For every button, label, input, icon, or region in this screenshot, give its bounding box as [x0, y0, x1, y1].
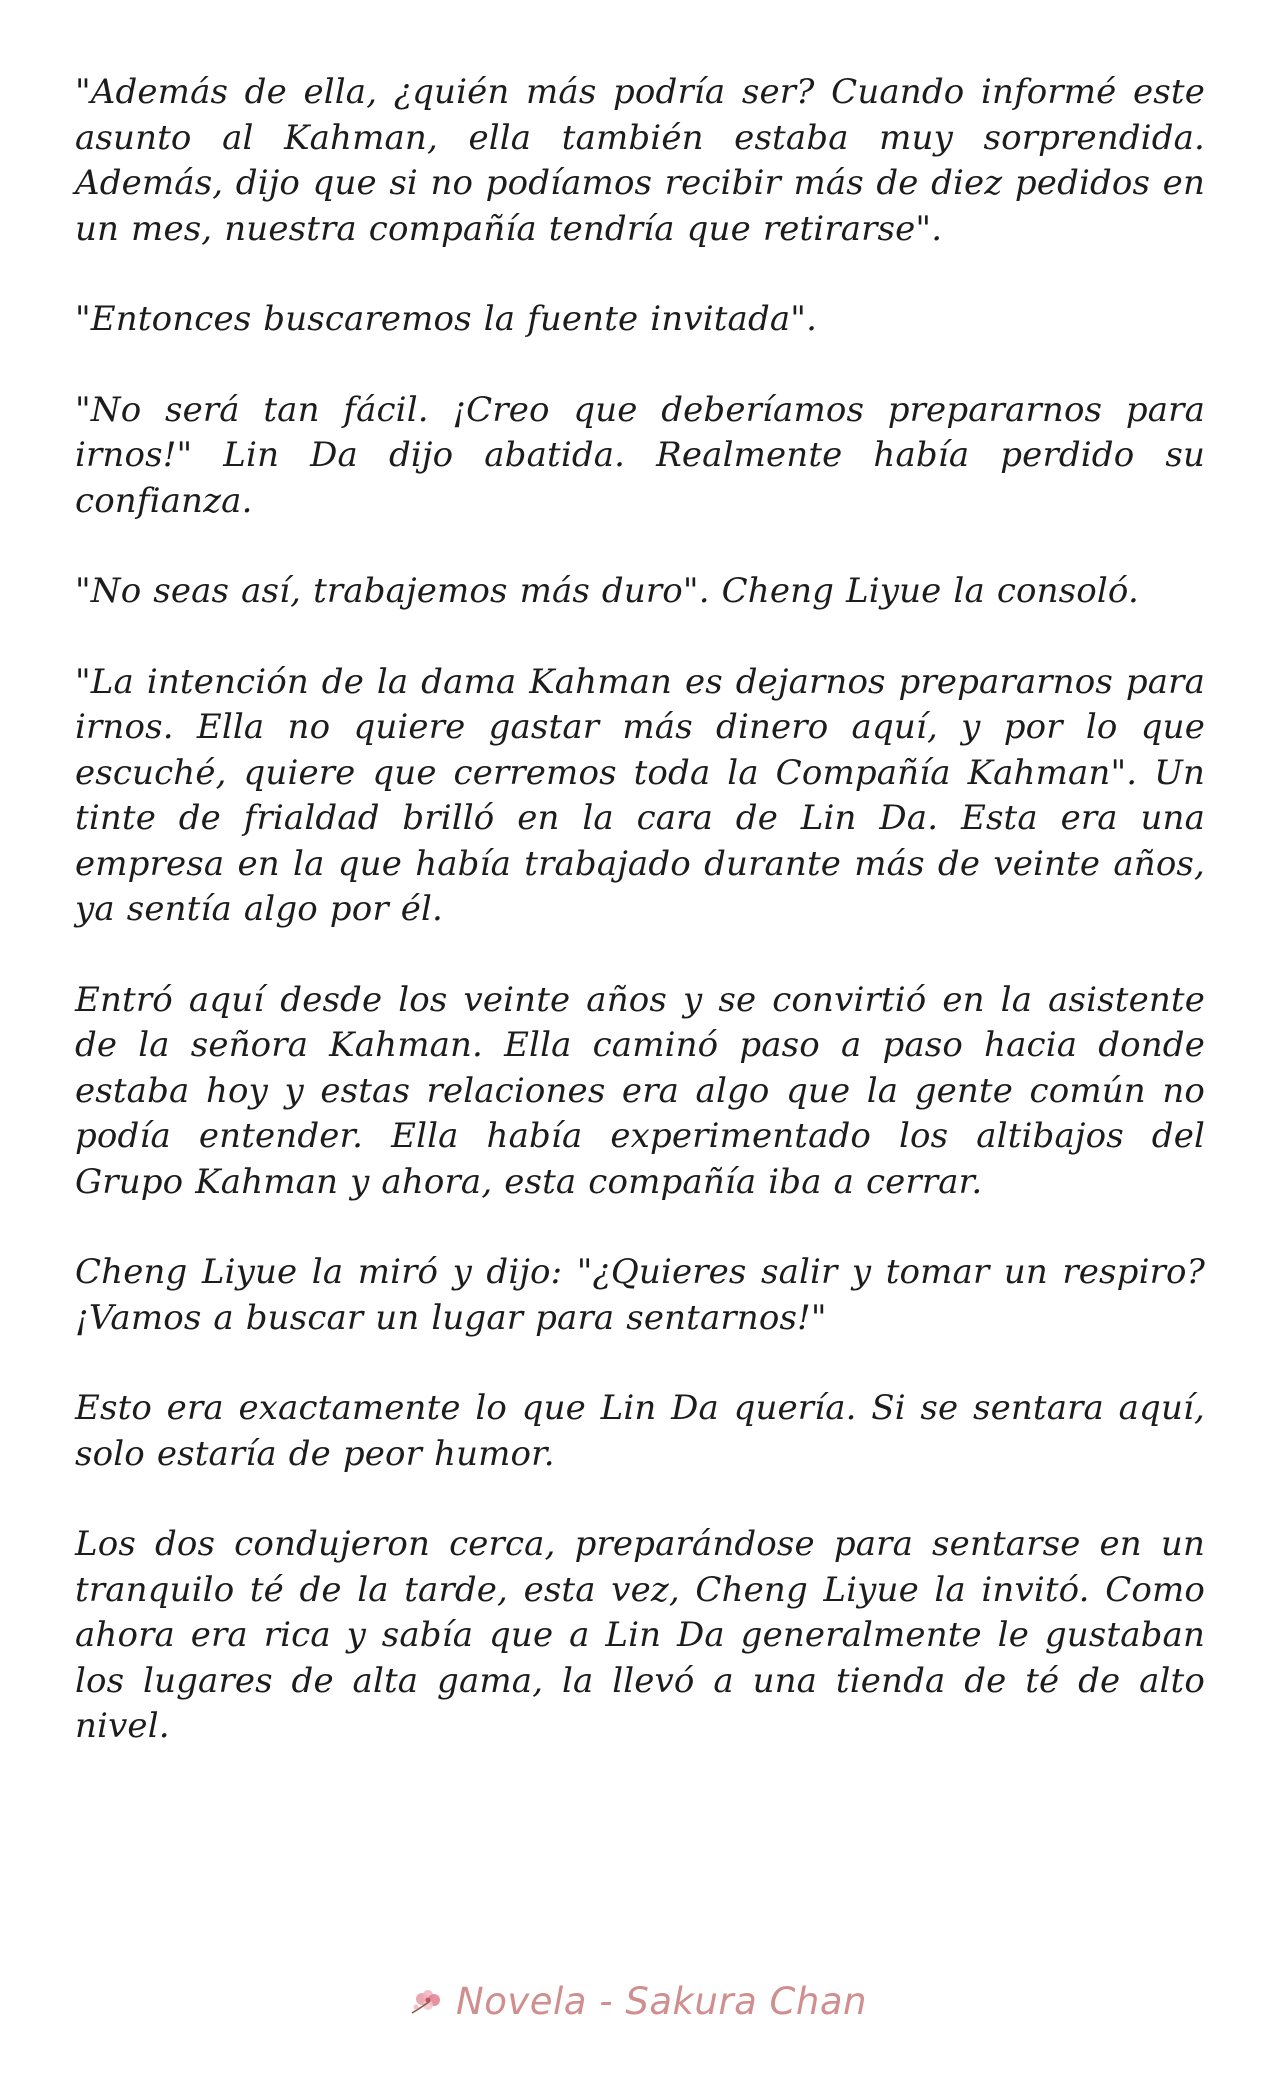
paragraph-8: Esto era exactamente lo que Lin Da quería. Si se sentara aquí, solo estaría de peor humor. — [75, 1388, 1205, 1474]
document-body — [75, 70, 1205, 1795]
paragraph-1: "Además de ella, ¿quién más podría ser? Cuando informé este asunto al Kahman, ella también estaba muy sorprendida. Además, dijo que si no podíamos recibir más de diez pedidos en un mes, nuestra compañía tendría que retirarse". — [75, 72, 1205, 249]
paragraph-5: "La intención de la dama Kahman es dejarnos prepararnos para irnos. Ella no quiere gastar más dinero aquí, y por lo que escuché, quiere que cerremos toda la Compañía Kahman". Un tinte de frialdad brilló en la cara de Lin Da. Esta era una empresa en la que había trabajado durante más de veinte años, ya sentía algo por él. — [75, 661, 1205, 929]
paragraph-7: Cheng Liyue la miró y dijo: "¿Quieres salir y tomar un respiro? ¡Vamos a buscar un lugar para sentarnos!" — [75, 1252, 1205, 1338]
sakura-blossom-icon — [408, 1987, 448, 2017]
watermark-footer — [0, 1980, 1275, 2023]
watermark-text: Novela - Sakura Chan — [456, 1980, 867, 2023]
paragraph-2: "Entonces buscaremos la fuente invitada". — [75, 299, 818, 339]
paragraph-4: "No seas así, trabajemos más duro". Cheng Liyue la consoló. — [75, 571, 1139, 611]
paragraph-3: "No será tan fácil. ¡Creo que deberíamos prepararnos para irnos!" Lin Da dijo abatida. Realmente había perdido su confianza. — [75, 389, 1205, 521]
paragraph-6: Entró aquí desde los veinte años y se convirtió en la asistente de la señora Kahman. Ella caminó paso a paso hacia donde estaba hoy y estas relaciones era algo que la gente común no podía entender. Ella había experimentado los altibajos del Grupo Kahman y ahora, esta compañía iba a cerrar. — [75, 979, 1205, 1202]
paragraph-9: Los dos condujeron cerca, preparándose para sentarse en un tranquilo té de la tarde, esta vez, Cheng Liyue la invitó. Como ahora era rica y sabía que a Lin Da generalmente le gustaban los lugares de alta gama, la llevó a una tienda de té de alto nivel. — [75, 1524, 1205, 1746]
